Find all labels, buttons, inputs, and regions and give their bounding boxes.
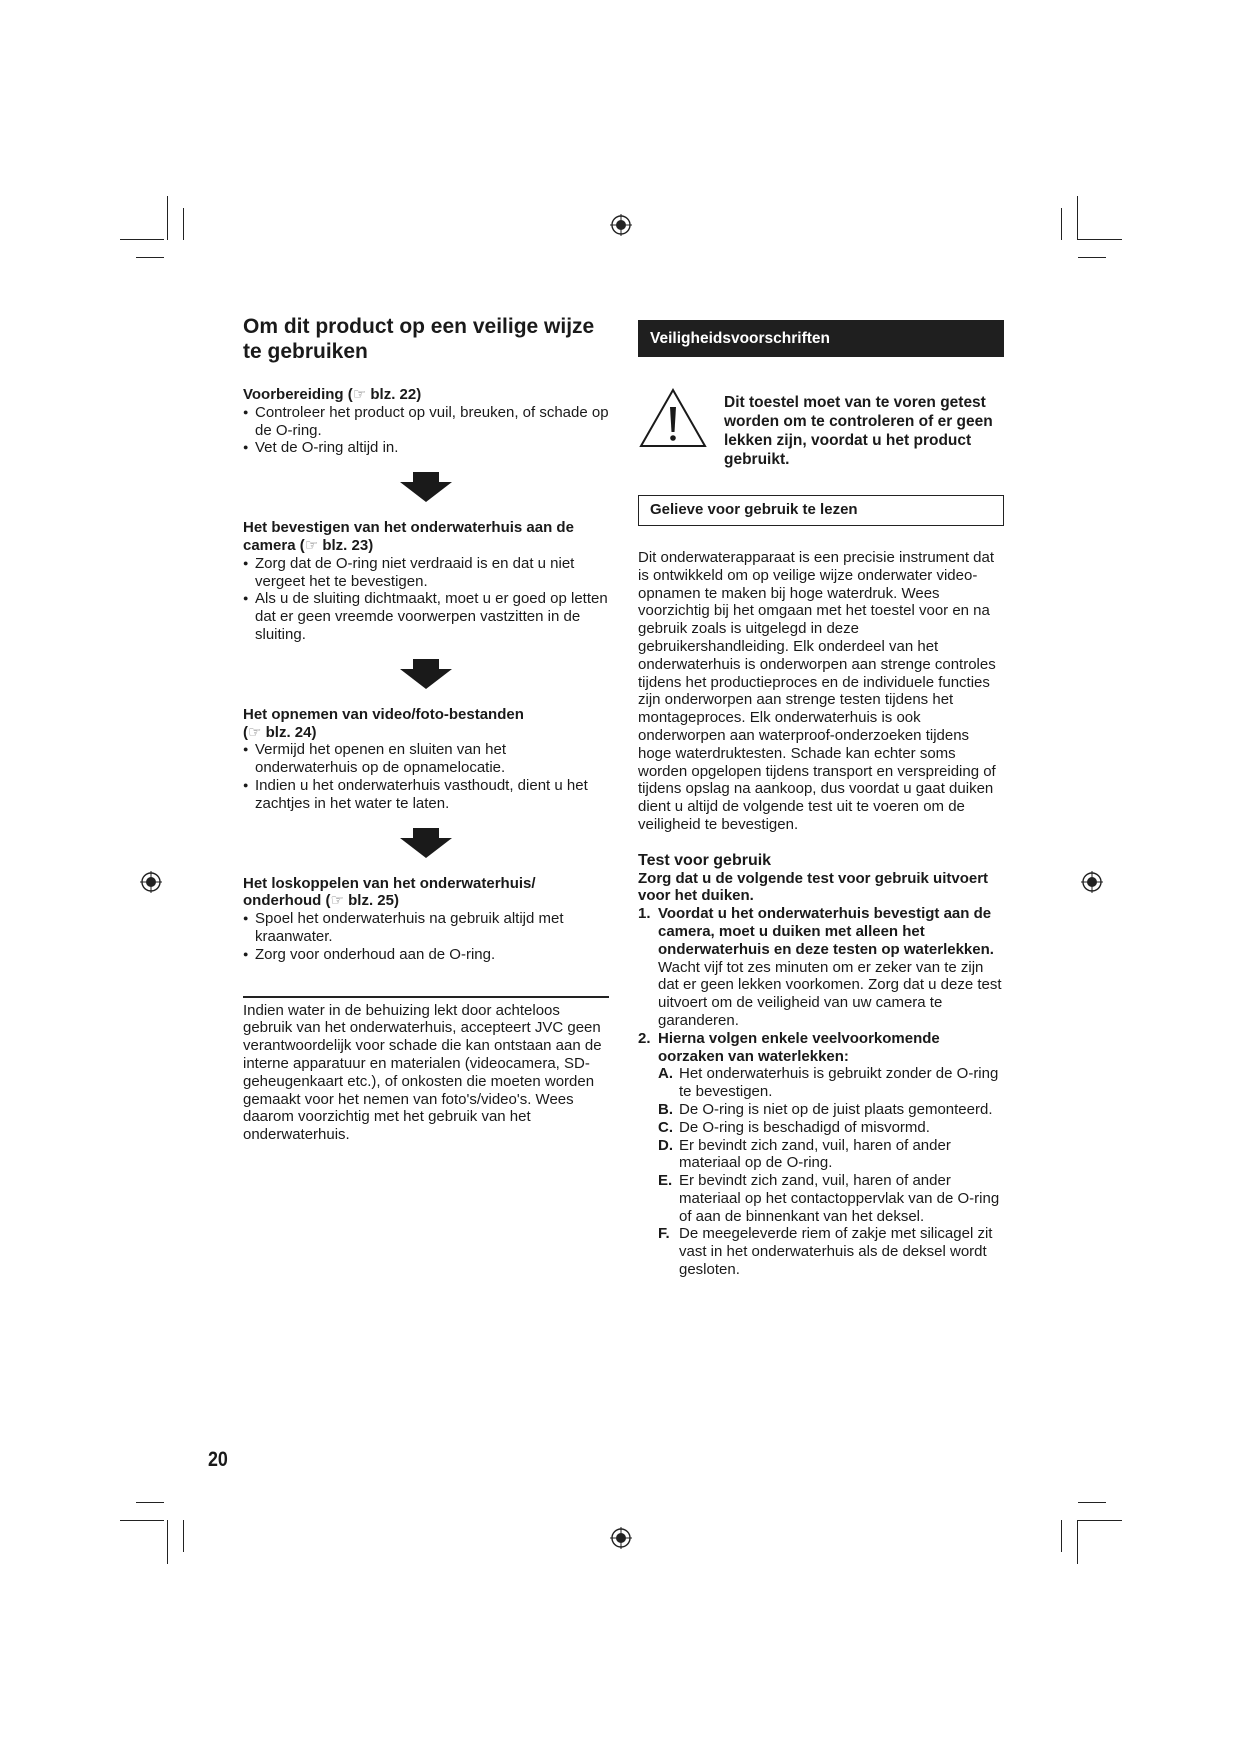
test-steps bbox=[638, 905, 1004, 1279]
list-item: ● Indien u het onderwaterhuis vasthoudt, dient u het zachtjes in het water te laten. bbox=[243, 777, 609, 813]
crop-mark bbox=[1061, 208, 1062, 240]
right-column bbox=[638, 320, 1004, 1279]
list-item: ● Vermijd het openen en sluiten van het onderwaterhuis op de opnamelocatie. bbox=[243, 741, 609, 777]
down-arrow-icon bbox=[400, 828, 452, 858]
list-item: A. Het onderwaterhuis is gebruikt zonder de O-ring te bevestigen. bbox=[658, 1065, 999, 1101]
crop-mark bbox=[1078, 257, 1106, 258]
reference-hand-icon: ☞ bbox=[304, 536, 319, 554]
step-attach bbox=[243, 519, 609, 644]
reference-hand-icon: ☞ bbox=[248, 723, 262, 741]
cause-list bbox=[658, 1065, 1004, 1279]
read-before-use-box: Gelieve voor gebruik te lezen bbox=[638, 495, 1004, 526]
list-item: B. De O-ring is niet op de juist plaats gemonteerd. bbox=[658, 1100, 993, 1118]
warning-text: Dit toestel moet van te voren getest worden om te controleren of er geen lekken zijn, voordat u het product gebruikt. bbox=[724, 394, 993, 468]
crop-mark bbox=[136, 257, 164, 258]
registration-mark-icon bbox=[610, 1527, 632, 1549]
step-detach bbox=[243, 875, 609, 964]
list-item: C. De O-ring is beschadigd of misvormd. bbox=[658, 1118, 930, 1136]
crop-mark bbox=[136, 1502, 164, 1503]
crop-mark bbox=[1078, 239, 1122, 240]
reference-hand-icon: ☞ bbox=[352, 386, 367, 403]
crop-mark bbox=[1078, 1520, 1122, 1521]
test-heading: Test voor gebruik bbox=[638, 851, 772, 869]
crop-mark bbox=[1078, 1502, 1106, 1503]
step-heading: Het opnemen van video/foto-bestanden (☞ blz. 24) bbox=[243, 705, 524, 741]
reference-hand-icon: ☞ bbox=[330, 892, 344, 910]
list-item: 2. Hierna volgen enkele veelvoorkomende oorzaken van waterlekken: A. Het onderwaterhuis is gebruikt zonder de O-ring te bevestigen. B. De O-ring is niet op de juist plaats gemonteerd. C. De O-ring is beschadigd of misvormd. D. Er bevindt zich zand, vuil, haren of ander materiaal op de O-ring. E. Er bevindt zich zand, vuil, haren of ander materiaal op het contactoppervlak van de O-ring of aan de binnenkant van het deksel. F. De meegeleverde riem of zakje met silicagel zit vast in het onderwaterhuis als de deksel wordt gesloten. bbox=[638, 1030, 1004, 1279]
list-item: D. Er bevindt zich zand, vuil, haren of ander materiaal op de O-ring. bbox=[658, 1136, 951, 1172]
crop-mark bbox=[1061, 1520, 1062, 1552]
list-item: F. De meegeleverde riem of zakje met silicagel zit vast in het onderwaterhuis als de deksel wordt gesloten. bbox=[658, 1225, 993, 1279]
section-header: Veiligheidsvoorschriften bbox=[638, 320, 1004, 357]
list-item: ● Spoel het onderwaterhuis na gebruik altijd met kraanwater. bbox=[243, 910, 609, 946]
list-item: ● Zorg dat de O-ring niet verdraaid is en dat u niet vergeet het te bevestigen. bbox=[243, 555, 609, 591]
list-item: ● Als u de sluiting dichtmaakt, moet u er goed op letten dat er geen vreemde voorwerpen vastzitten in de sluiting. bbox=[243, 590, 609, 643]
registration-mark-icon bbox=[1081, 871, 1103, 893]
list-item: ● Zorg voor onderhoud aan de O-ring. bbox=[243, 946, 609, 964]
warning-block bbox=[638, 385, 1004, 469]
step-preparation bbox=[243, 386, 609, 457]
warning-triangle-icon bbox=[638, 387, 708, 449]
test-lead: Zorg dat u de volgende test voor gebruik uitvoert voor het duiken. bbox=[638, 869, 989, 905]
crop-mark bbox=[1077, 1520, 1078, 1564]
step-heading: Het loskoppelen van het onderwaterhuis/ onderhoud (☞ blz. 25) bbox=[243, 874, 536, 910]
list-item: 1. Voordat u het onderwaterhuis bevestigt aan de camera, moet u duiken met alleen het onderwaterhuis en deze testen op waterlekken. Wacht vijf tot zes minuten om er zeker van te zijn dat er geen lekken voorkomen. Zorg dat u deze test uitvoert om de veiligheid van uw camera te garanderen. bbox=[638, 905, 1002, 1029]
list-item: ● Vet de O-ring altijd in. bbox=[243, 439, 609, 457]
step-heading: Voorbereiding (☞ blz. 22) bbox=[243, 386, 422, 403]
step-heading: Het bevestigen van het onderwaterhuis aan de camera (☞ blz. 23) bbox=[243, 519, 574, 554]
crop-mark bbox=[120, 239, 164, 240]
registration-mark-icon bbox=[140, 871, 162, 893]
divider bbox=[243, 996, 609, 998]
crop-mark bbox=[120, 1520, 164, 1521]
intro-text: Dit onderwaterapparaat is een precisie instrument dat is ontwikkeld om op veilige wijze onderwater video-opnamen te maken bij hoge waterdruk. Wees voorzichtig bij het omgaan met het toestel voor en na gebruik zoals is uitgelegd in deze gebruikershandleiding. Elk onderdeel van het onderwaterhuis is onderworpen aan strenge controles tijdens het productieproces en de individuele functies zijn onderworpen aan strenge testen tijdens het montageproces. Elk onderwaterhuis is ook onderworpen aan waterproof-onderzoeken tijdens hoge waterdruktesten. Schade kan echter soms worden opgelopen tijdens transport en verspreiding of tijdens opslag na aankoop, dus voordat u gaat duiken dient u altijd de volgende test uit te voeren om de veiligheid te bevestigen. bbox=[638, 549, 996, 833]
step-recording bbox=[243, 706, 609, 813]
down-arrow-icon bbox=[400, 659, 452, 689]
crop-mark bbox=[167, 1520, 168, 1564]
crop-mark bbox=[1077, 196, 1078, 240]
crop-mark bbox=[183, 1520, 184, 1552]
list-item: ● Controleer het product op vuil, breuken, of schade op de O-ring. bbox=[243, 404, 609, 440]
crop-mark bbox=[183, 208, 184, 240]
list-item: E. Er bevindt zich zand, vuil, haren of ander materiaal op het contactoppervlak van de O-ring of aan de binnenkant van het deksel. bbox=[658, 1172, 1000, 1225]
page-number: 20 bbox=[208, 1448, 228, 1471]
registration-mark-icon bbox=[610, 214, 632, 236]
down-arrow-icon bbox=[400, 472, 452, 502]
left-column bbox=[243, 314, 609, 1144]
crop-mark bbox=[167, 196, 168, 240]
page-title: Om dit product op een veilige wijze te gebruiken bbox=[243, 315, 595, 363]
disclaimer-text: Indien water in de behuizing lekt door achteloos gebruik van het onderwaterhuis, accepteert JVC geen verantwoordelijk voor schade die kan ontstaan aan de interne apparatuur en materialen (videocamera, SD-geheugenkaart etc.), of onkosten die moeten worden gemaakt voor het nemen van foto's/video's. Wees daarom voorzichtig met het gebruik van het onderwaterhuis. bbox=[243, 1001, 602, 1144]
